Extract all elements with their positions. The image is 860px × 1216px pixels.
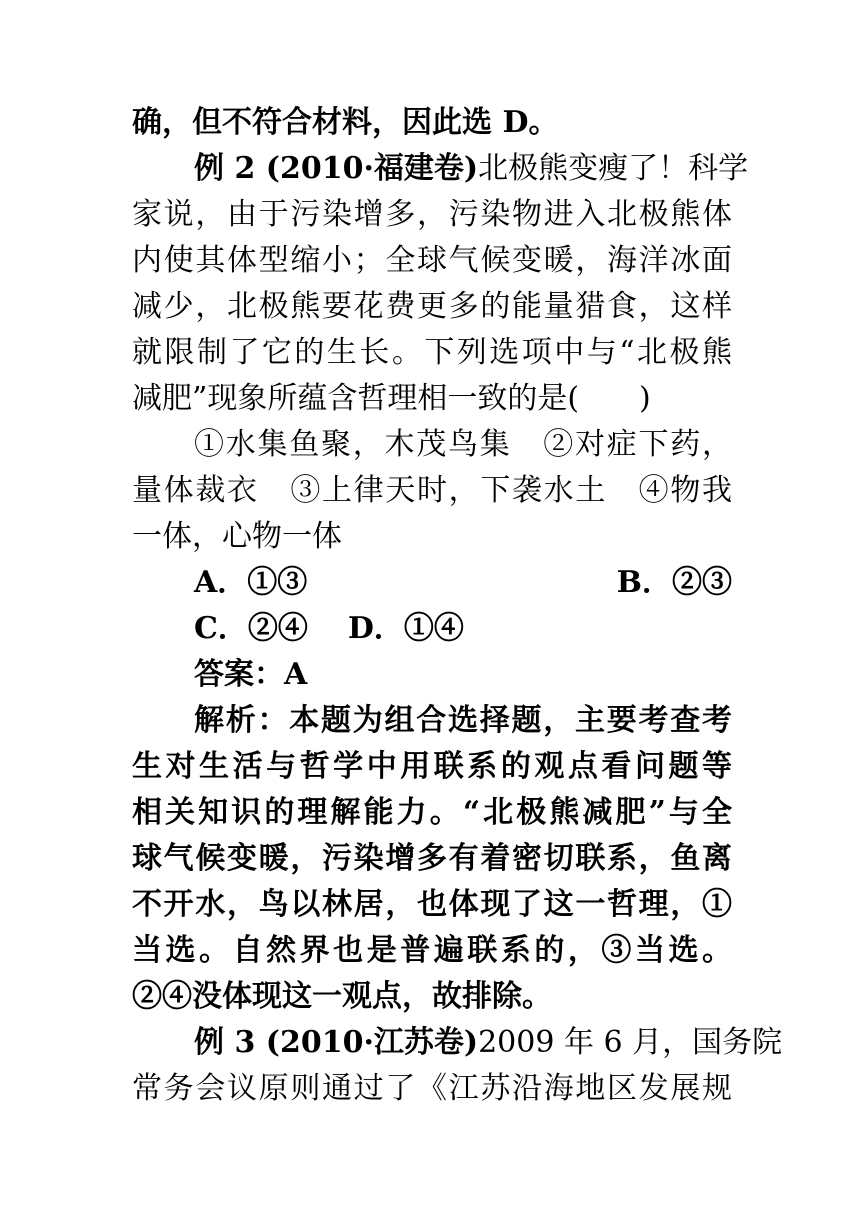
analysis-line-2: 生对生活与哲学中用联系的观点看问题等	[132, 749, 732, 784]
options-row-2	[132, 606, 732, 652]
example-3-text: 2009 年 6 月，国务院	[478, 1025, 783, 1060]
document-page	[132, 100, 783, 1112]
example-2-line-6: 减肥”现象所蕴含哲理相一致的是( )	[132, 381, 651, 416]
options-row-1	[132, 560, 732, 606]
analysis-line-7: ②④没体现这一观点，故排除。	[132, 979, 552, 1014]
items-line-3: 一体，心物一体	[132, 519, 342, 554]
analysis-line-1	[132, 698, 732, 744]
analysis-label: 解析：	[194, 703, 290, 738]
items-line-2: 量体裁衣 ③上律天时，下袭水土 ④物我	[132, 473, 732, 508]
analysis-line-6: 当选。自然界也是普遍联系的，③当选。	[132, 933, 732, 968]
option-d: D．①④	[347, 611, 464, 646]
analysis-line-3: 相关知识的理解能力。“北极熊减肥”与全	[132, 795, 732, 830]
example-3-line-2: 常务会议原则通过了《江苏沿海地区发展规	[132, 1071, 732, 1106]
analysis-line-4: 球气候变暖，污染增多有着密切联系，鱼离	[132, 841, 732, 876]
answer-line: 答案：A	[194, 657, 308, 692]
example-3-heading	[132, 1020, 783, 1066]
example-2-label: 例 2 (2010·福建卷)	[194, 151, 479, 186]
example-2-text: 北极熊变瘦了！科学	[478, 151, 749, 186]
example-2-line-2: 家说，由于污染增多，污染物进入北极熊体	[132, 197, 732, 232]
analysis-line-5: 不开水，鸟以林居，也体现了这一哲理，①	[132, 887, 732, 922]
items-line-1: ①水集鱼聚，木茂鸟集 ②对症下药，	[194, 427, 732, 462]
option-c: C．②④	[194, 611, 308, 646]
line-prev-conclusion: 确，但不符合材料，因此选 D。	[132, 105, 559, 140]
option-a: A．①③	[194, 565, 308, 600]
example-2-line-5: 就限制了它的生长。下列选项中与“北极熊	[132, 335, 732, 370]
example-2-line-4: 减少，北极熊要花费更多的能量猎食，这样	[132, 289, 732, 324]
analysis-text-1: 本题为组合选择题，主要考查考	[289, 703, 732, 738]
example-3-label: 例 3 (2010·江苏卷)	[194, 1025, 479, 1060]
example-2-heading	[132, 146, 749, 192]
example-2-line-3: 内使其体型缩小；全球气候变暖，海洋冰面	[132, 243, 732, 278]
option-b: B．②③	[616, 565, 732, 600]
